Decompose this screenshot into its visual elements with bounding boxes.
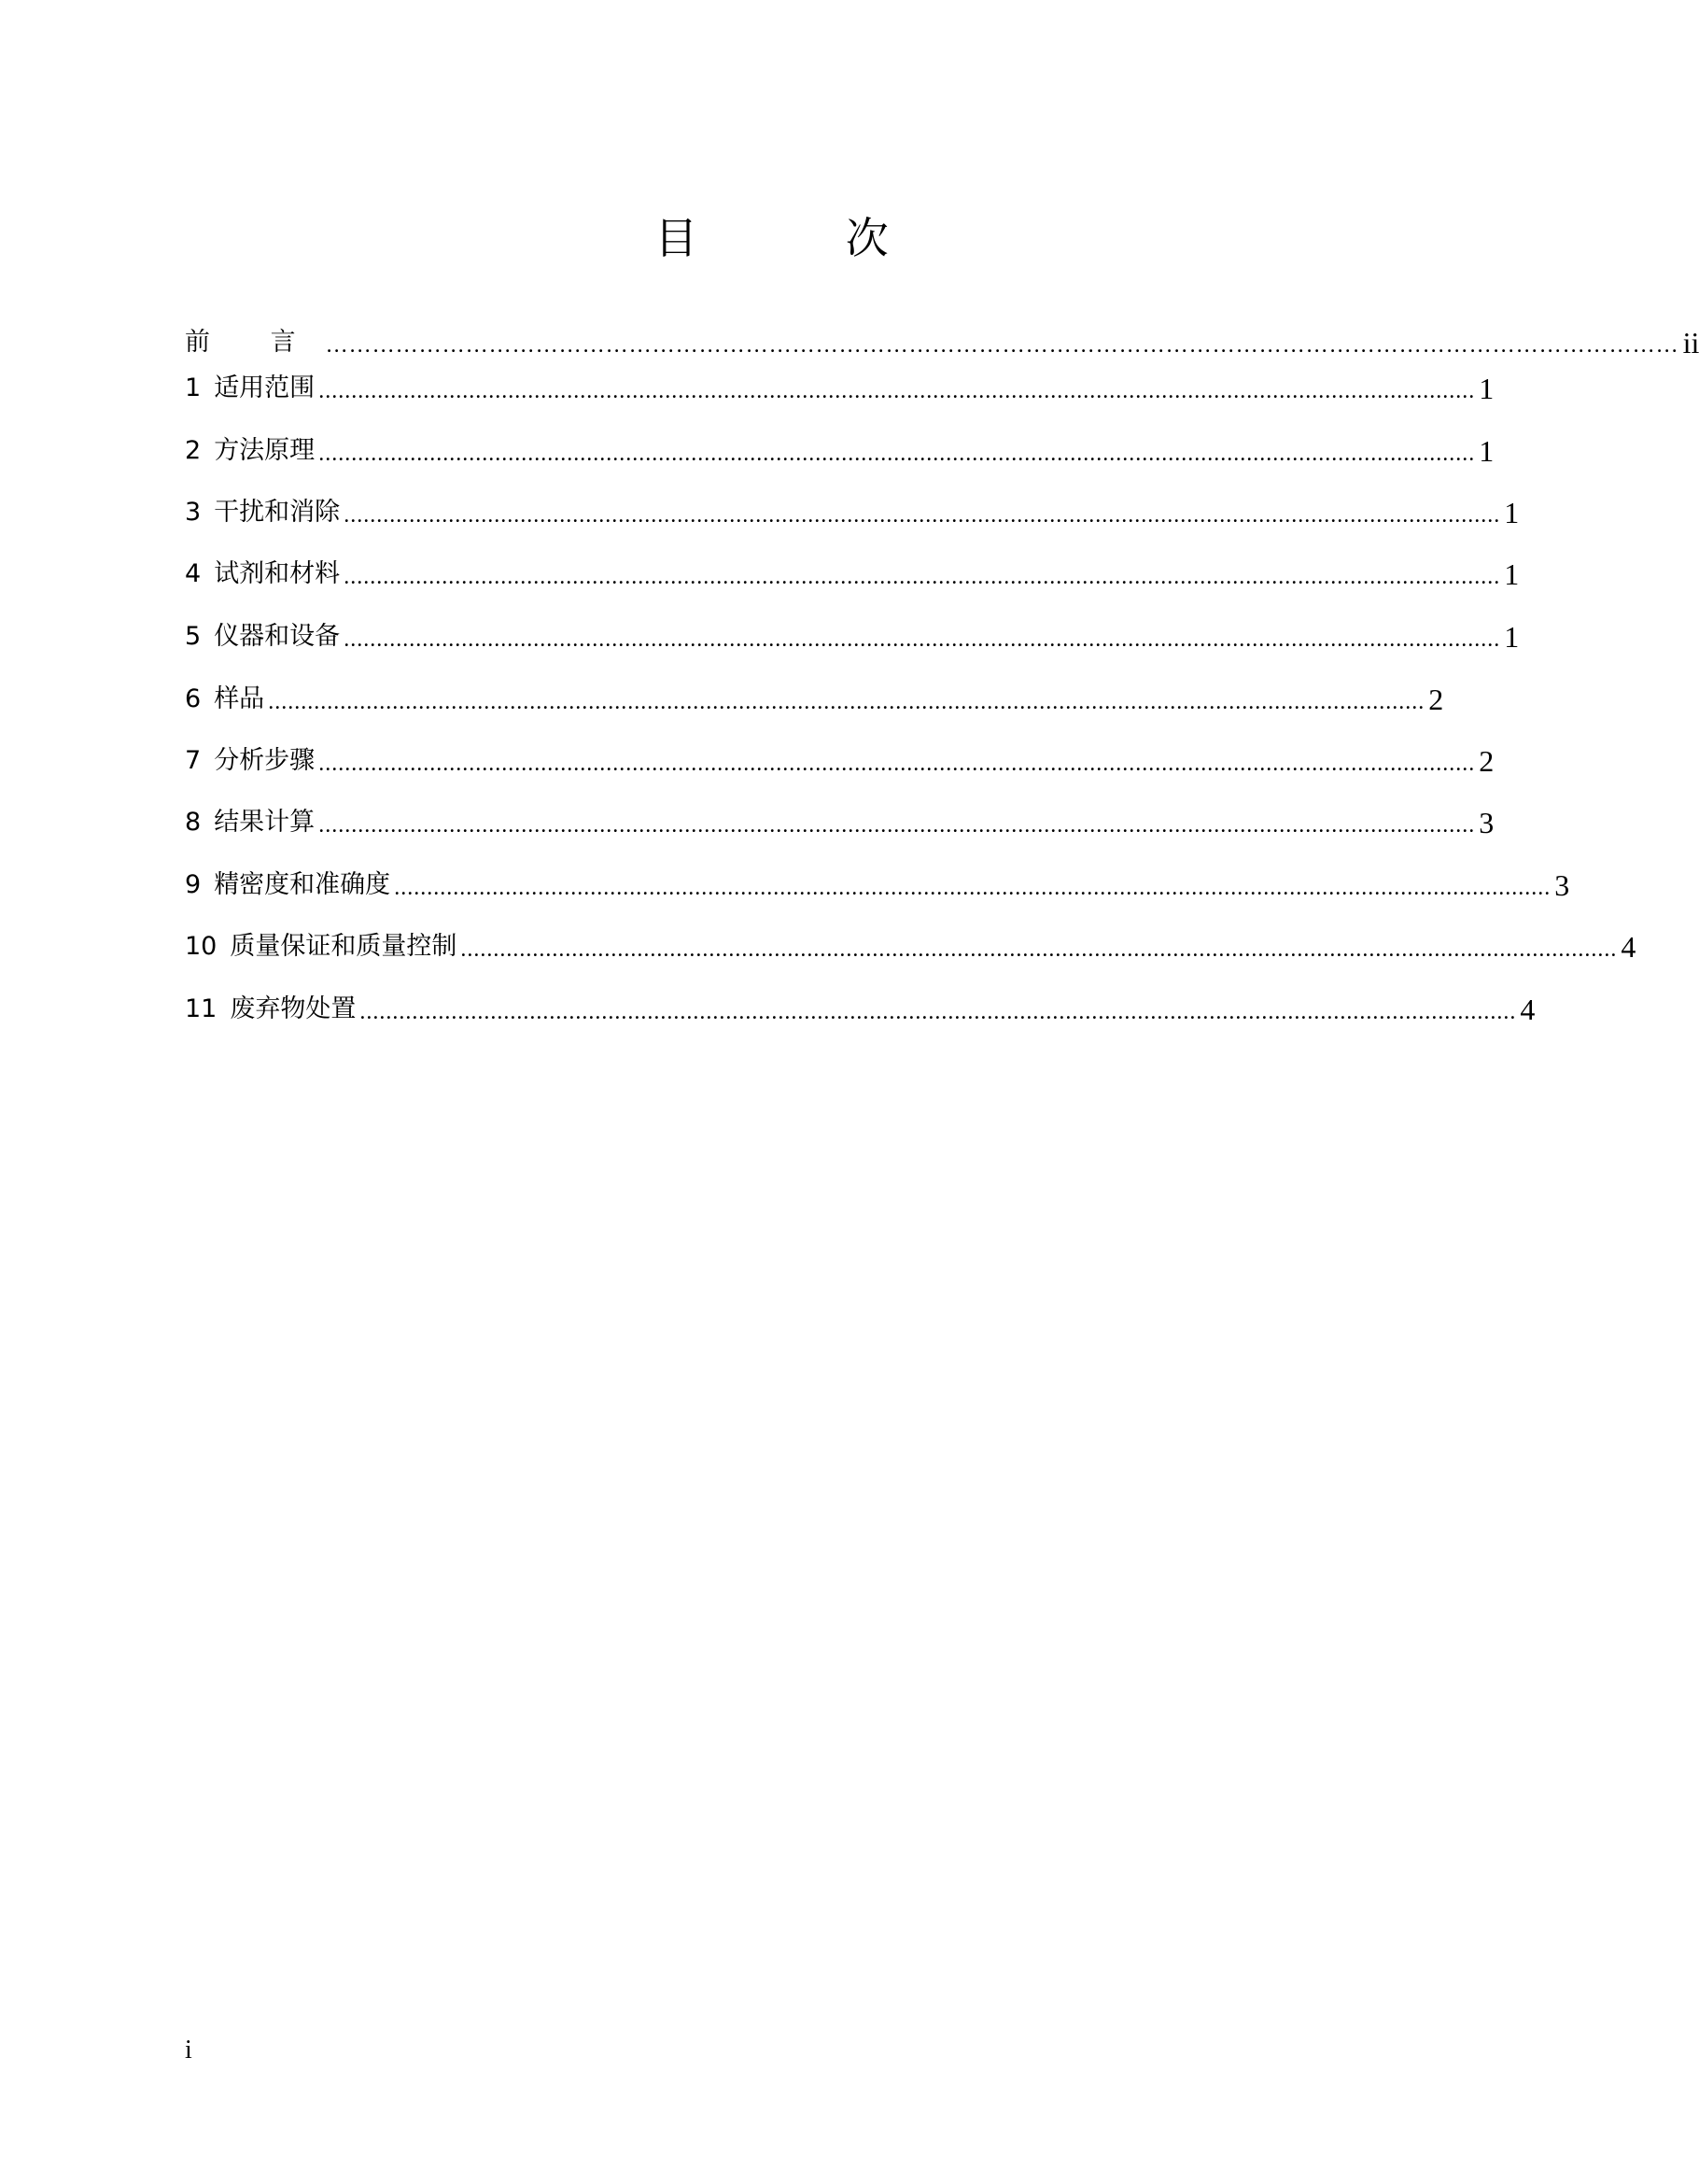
toc-entry-page: ii <box>1682 326 1699 359</box>
toc-leader-dots: ................................................................................................................................................................................. <box>344 627 1501 652</box>
toc-leader-dots: ................................................................................................................................................................................. <box>318 813 1476 838</box>
toc-entry-number: 11 <box>185 994 218 1023</box>
toc-leader-dots: ................................................................................................................................................................................. <box>394 876 1552 900</box>
toc-entry-label: 样品 <box>214 684 265 713</box>
toc-leader-dots: ................................................................................................................................................................................. <box>318 379 1476 403</box>
toc-entry-page: 1 <box>1479 372 1495 405</box>
toc-entry-number: 4 <box>185 559 202 588</box>
toc-entry-page: 3 <box>1479 806 1495 839</box>
toc-entry-number: 10 <box>185 932 218 961</box>
toc-entry-11[interactable] <box>185 987 1536 1028</box>
toc-entry-label: 适用范围 <box>214 373 316 402</box>
toc-leader-dots: ................................................................................................................................................................................. <box>344 565 1501 589</box>
toc-entry-1[interactable] <box>185 366 1495 407</box>
toc-entry-label: 质量保证和质量控制 <box>230 932 457 961</box>
toc-entry-number: 6 <box>185 684 202 713</box>
toc-entry-4[interactable] <box>185 552 1520 593</box>
toc-entry-number: 2 <box>185 436 202 465</box>
toc-entry-7[interactable] <box>185 739 1495 780</box>
toc-entry-label: 仪器和设备 <box>214 622 341 651</box>
toc-leader-dots: ................................................................................................................................................................................. <box>318 752 1476 776</box>
toc-leader-dots: ………………………………………………………………………………………………………………………………………………………… <box>325 333 1679 358</box>
toc-entry-number: 9 <box>185 870 202 899</box>
toc-entry-page: 1 <box>1504 620 1520 654</box>
toc-entry-9[interactable] <box>185 863 1570 904</box>
toc-entry-label: 干扰和消除 <box>214 498 341 527</box>
footer-page-number: i <box>185 2036 192 2064</box>
toc-entry-number: 7 <box>185 746 202 775</box>
page-title: 目 次 <box>654 213 956 263</box>
toc-entry-number: 1 <box>185 373 202 402</box>
toc-entry-label: 废弃物处置 <box>230 994 357 1023</box>
toc-entry-10[interactable] <box>185 924 1636 965</box>
toc-entry-number: 5 <box>185 622 202 651</box>
toc-entry-3[interactable] <box>185 490 1520 531</box>
toc-entry-page: 1 <box>1504 557 1520 591</box>
toc-entry-8[interactable] <box>185 800 1495 841</box>
toc-entry-page: 1 <box>1479 434 1495 468</box>
toc-leader-dots: ................................................................................................................................................................................. <box>344 503 1501 528</box>
toc-entry-preface[interactable] <box>185 320 1699 361</box>
toc-entry-page: 4 <box>1520 993 1536 1026</box>
toc-leader-dots: ................................................................................................................................................................................. <box>268 690 1425 714</box>
toc-leader-dots: ................................................................................................................................................................................. <box>460 937 1618 962</box>
toc-entry-label: 分析步骤 <box>214 746 316 775</box>
toc-entry-page: 1 <box>1504 496 1520 529</box>
toc-entry-6[interactable] <box>185 677 1444 718</box>
toc-entry-number: 3 <box>185 498 202 527</box>
toc-entry-page: 2 <box>1428 683 1444 716</box>
toc-entry-label: 前 言 <box>185 328 322 357</box>
toc-entry-number: 8 <box>185 808 202 837</box>
toc-entry-label: 方法原理 <box>214 436 316 465</box>
toc-leader-dots: ................................................................................................................................................................................. <box>318 442 1476 466</box>
toc-leader-dots: ................................................................................................................................................................................. <box>359 1000 1517 1024</box>
toc-entry-2[interactable] <box>185 429 1495 470</box>
toc-entry-label: 精密度和准确度 <box>214 870 391 899</box>
toc-entry-5[interactable] <box>185 614 1520 655</box>
toc-entry-page: 3 <box>1554 868 1570 902</box>
toc-entry-page: 2 <box>1479 744 1495 778</box>
toc-entry-page: 4 <box>1621 930 1636 964</box>
toc-entry-label: 结果计算 <box>214 808 316 837</box>
toc-entry-label: 试剂和材料 <box>214 559 341 588</box>
